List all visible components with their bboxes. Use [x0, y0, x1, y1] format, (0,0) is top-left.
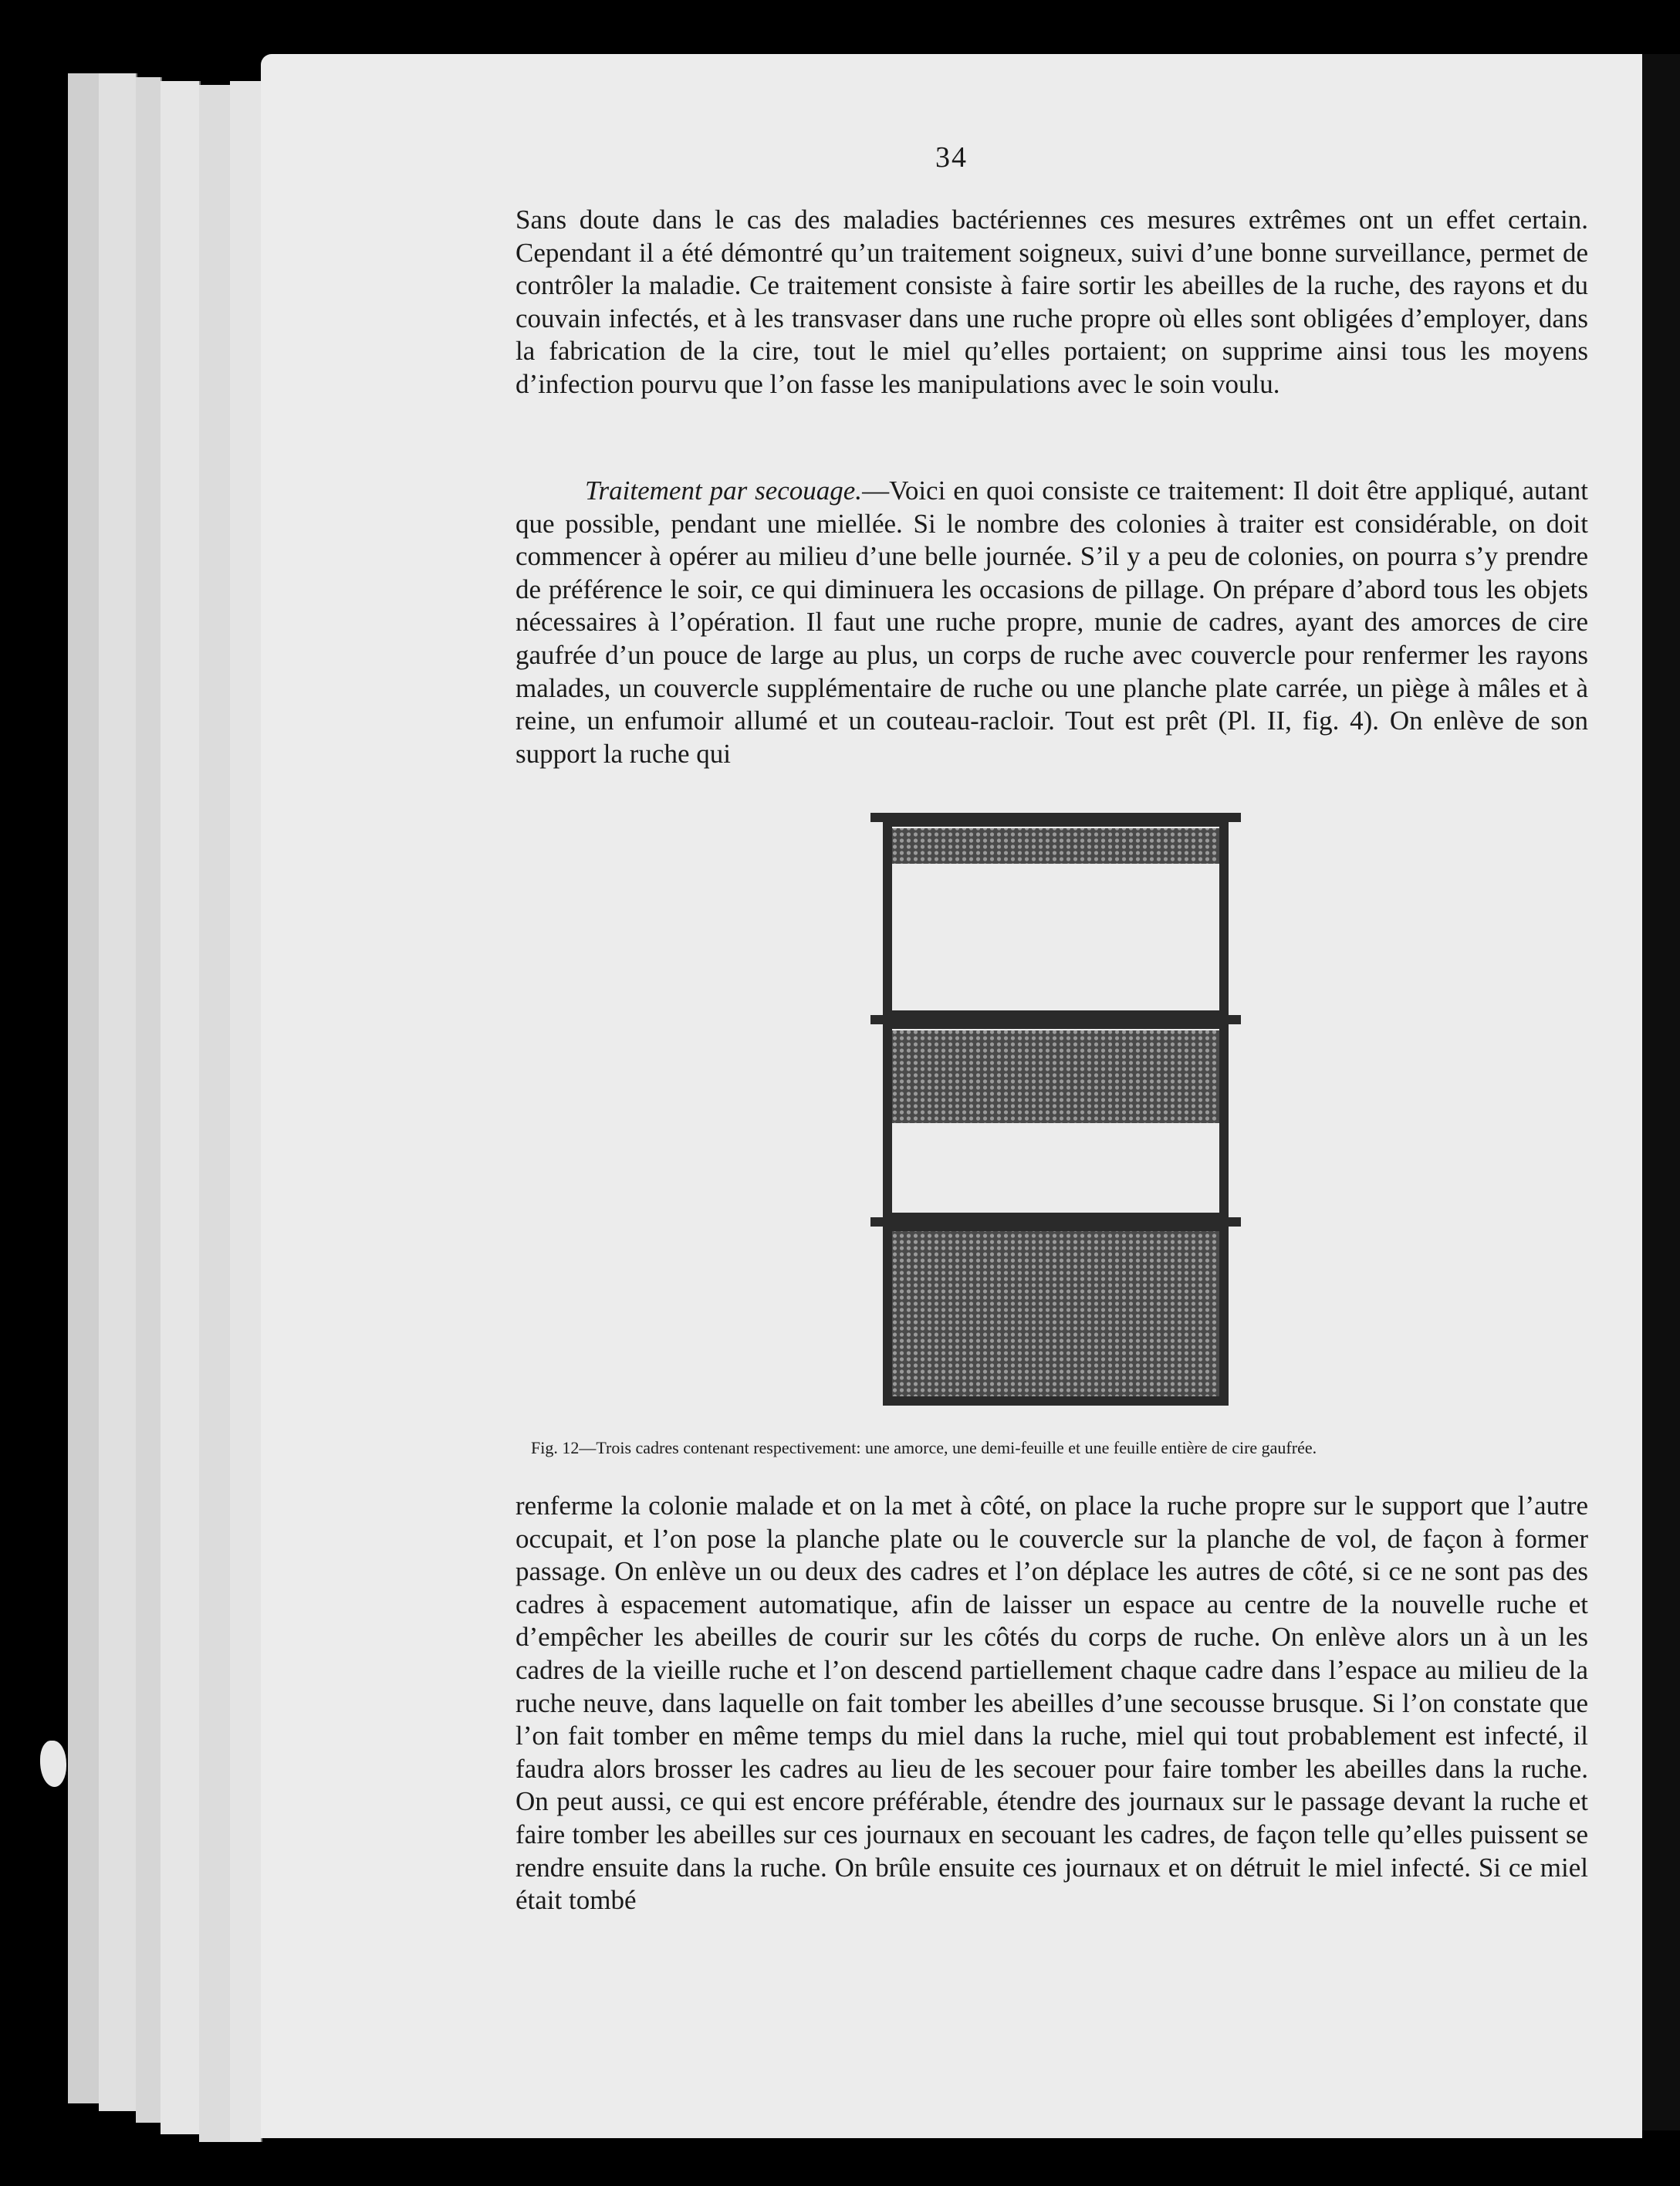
page-edge [136, 77, 162, 2123]
frame-half-sheet [870, 1015, 1241, 1217]
page-edge [199, 85, 232, 2142]
paragraph-intro [515, 204, 1588, 401]
page-edge [99, 73, 137, 2111]
page-edge [161, 81, 201, 2134]
figure-three-frames [870, 807, 1241, 1409]
paragraph [515, 475, 1588, 770]
section-text: —Voici en quoi consiste ce traitement: Il doit être appliqué, autant que possible, pendant une miellée. Si le nombre des colonies à traiter est considérable, on doit commencer à opérer au milieu d’une belle journée. S’il y a peu de colonies, on pourra s’y prendre de préférence le soir, ce qui diminuera les occasions de pillage. On prépare d’abord tous les objets nécessaires à l’opération. Il faut une ruche propre, munie de cadres, ayant des amorces de cire gaufrée d’un pouce de large au plus, un corps de ruche avec couvercle pour renfermer les rayons malades, un couvercle supplémentaire de ruche ou une planche plate carrée, un piège à mâles et à reine, un enfumoir allumé et un couteau-racloir. Tout est prêt (Pl. II, fig. 4). On enlève de son support la ruche qui [515, 475, 1588, 769]
paragraph: renferme la colonie malade et on la met à côté, on place la ruche propre sur le support que l’autre occupait, et l’on pose la planche plate ou le couvercle sur la planche de vol, de façon à former passage. On enlève un ou deux des cadres et l’on déplace les autres de côté, si ce ne sont pas des cadres à espacement automatique, afin de laisser un espace au centre de la nouvelle ruche et d’empêcher les abeilles de courir sur les côtés du corps de ruche. On enlève alors un à un les cadres de la vieille ruche et l’on descend partiellement chaque cadre dans l’espace au milieu de la ruche neuve, dans laquelle on fait tomber les abeilles d’une secousse brusque. Si l’on constate que l’on fait tomber en même temps du miel dans la ruche, miel qui tout probablement est infecté, il faudra alors brosser les cadres au lieu de les secouer pour faire tomber les abeilles dans la ruche. On peut aussi, ce qui est encore préférable, étendre des journaux sur le passage devant la ruche et faire tomber les abeilles sur ces journaux en secouant les cadres, de façon telle qu’elles puissent se rendre ensuite dans la ruche. On brûle ensuite ces journaux et on détruit le miel infecté. Si ce miel était tombé [515, 1491, 1588, 1916]
page-edge [68, 73, 100, 2103]
paragraph: Sans doute dans le cas des maladies bactériennes ces mesures extrêmes ont un effet certain. Cependant il a été démontré qu’un traitement soigneux, suivi d’une bonne surveillance, permet de contrôler la maladie. Ce traitement consiste à faire sortir les abeilles de la ruche, des rayons et du couvain infectés, et à les transvaser dans une ruche propre où elles sont obligées d’employer, dans la fabrication de la cire, tout le miel qu’elles portaient; on supprime ainsi tous les moyens d’infection pourvu que l’on fasse les manipulations avec le soin voulu. [515, 205, 1588, 399]
page-number: 34 [935, 141, 968, 174]
book-page [261, 54, 1642, 2138]
paragraph-continuation [515, 1490, 1588, 1917]
paragraph-treatment [515, 475, 1588, 770]
frame-full-sheet [870, 1217, 1241, 1401]
page-edge [230, 81, 262, 2142]
book-spine-shadow [1636, 54, 1680, 2130]
section-heading: Traitement par secouage. [585, 475, 863, 506]
figure-caption: Fig. 12—Trois cadres contenant respectivement: une amorce, une demi-feuille et une feuille entière de cire gaufrée. [531, 1438, 1317, 1457]
scan-blot [40, 1741, 66, 1787]
frame-starter-strip [870, 813, 1241, 1015]
